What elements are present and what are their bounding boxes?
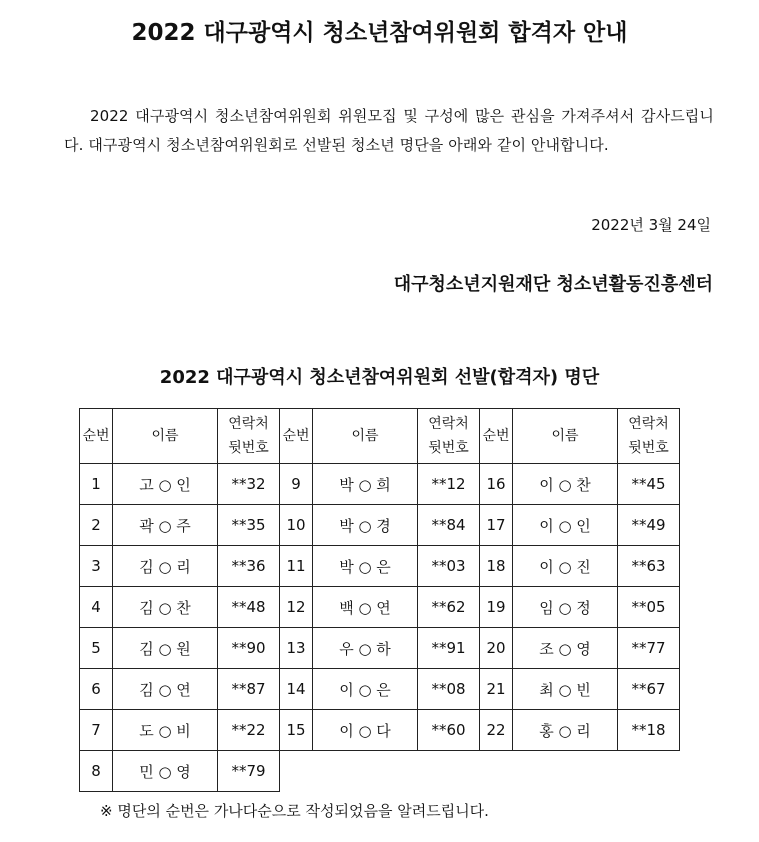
cell-phone: **32: [218, 464, 280, 505]
table-row: [80, 751, 680, 792]
cell-name: 김 ○ 리: [113, 546, 218, 587]
cell-name: 조 ○ 영: [513, 628, 618, 669]
cell-num: 7: [80, 710, 113, 751]
header-name: 이름: [113, 409, 218, 464]
cell-phone: **48: [218, 587, 280, 628]
list-title: 2022 대구광역시 청소년참여위원회 선발(합격자) 명단: [159, 367, 600, 388]
cell-phone: **67: [618, 669, 680, 710]
cell-name: 김 ○ 연: [113, 669, 218, 710]
cell-num: 6: [80, 669, 113, 710]
intro-paragraph: 2022 대구광역시 청소년참여위원회 위원모집 및 구성에 많은 관심을 가져주셔서 감사드립니다. 대구광역시 청소년참여위원회로 선발된 청소년 명단을 아래와 같이 안내합니다.: [64, 107, 714, 154]
cell-phone: **60: [418, 710, 480, 751]
cell-phone: **45: [618, 464, 680, 505]
cell-phone: **87: [218, 669, 280, 710]
header-phone-line2: 뒷번호: [628, 440, 669, 456]
cell-name: 박 ○ 은: [313, 546, 418, 587]
cell-num: 22: [480, 710, 513, 751]
footnote: ※ 명단의 순번은 가나다순으로 작성되었음을 알려드립니다.: [100, 802, 489, 820]
cell-num: 2: [80, 505, 113, 546]
cell-phone: **77: [618, 628, 680, 669]
cell-num: 21: [480, 669, 513, 710]
cell-phone: **90: [218, 628, 280, 669]
cell-num: 8: [80, 751, 113, 792]
header-num: 순번: [480, 409, 513, 464]
header-name: 이름: [313, 409, 418, 464]
table-row: [80, 505, 680, 546]
table-row: [80, 587, 680, 628]
cell-phone: **49: [618, 505, 680, 546]
header-phone-line2: 뒷번호: [428, 440, 469, 456]
cell-num: 14: [280, 669, 313, 710]
cell-num: 18: [480, 546, 513, 587]
header-phone-line1: 연락처: [628, 416, 669, 432]
cell-name: 박 ○ 경: [313, 505, 418, 546]
header-num: 순번: [280, 409, 313, 464]
cell-phone: **05: [618, 587, 680, 628]
cell-num: 17: [480, 505, 513, 546]
cell-name: 이 ○ 다: [313, 710, 418, 751]
cell-phone: **84: [418, 505, 480, 546]
page-title: 2022 대구광역시 청소년참여위원회 합격자 안내: [131, 20, 628, 46]
cell-num: 5: [80, 628, 113, 669]
header-phone-line1: 연락처: [428, 416, 469, 432]
cell-name: 김 ○ 원: [113, 628, 218, 669]
cell-name: 곽 ○ 주: [113, 505, 218, 546]
cell-name: 김 ○ 찬: [113, 587, 218, 628]
header-phone: [618, 409, 680, 464]
cell-name: 이 ○ 찬: [513, 464, 618, 505]
cell-num: 15: [280, 710, 313, 751]
cell-phone: **12: [418, 464, 480, 505]
cell-name: 최 ○ 빈: [513, 669, 618, 710]
cell-name: 이 ○ 은: [313, 669, 418, 710]
cell-phone: **03: [418, 546, 480, 587]
cell-name: 고 ○ 인: [113, 464, 218, 505]
cell-name: 홍 ○ 리: [513, 710, 618, 751]
cell-phone: **91: [418, 628, 480, 669]
header-phone-line1: 연락처: [228, 416, 269, 432]
announcement-date: 2022년 3월 24일: [591, 216, 711, 234]
cell-num: 10: [280, 505, 313, 546]
cell-phone: **35: [218, 505, 280, 546]
cell-num: 16: [480, 464, 513, 505]
roster-table: [79, 408, 680, 792]
cell-phone: **08: [418, 669, 480, 710]
cell-num: 9: [280, 464, 313, 505]
cell-name: 이 ○ 진: [513, 546, 618, 587]
cell-num: 19: [480, 587, 513, 628]
cell-num: 11: [280, 546, 313, 587]
cell-name: 민 ○ 영: [113, 751, 218, 792]
cell-phone: **22: [218, 710, 280, 751]
organization-name: 대구청소년지원재단 청소년활동진흥센터: [393, 274, 713, 295]
table-row: [80, 669, 680, 710]
table-row: [80, 710, 680, 751]
cell-phone: **79: [218, 751, 280, 792]
table-header-row: [80, 409, 680, 464]
cell-phone: **18: [618, 710, 680, 751]
cell-name: 임 ○ 정: [513, 587, 618, 628]
cell-name: 박 ○ 희: [313, 464, 418, 505]
cell-num: 12: [280, 587, 313, 628]
cell-phone: **63: [618, 546, 680, 587]
cell-phone: **62: [418, 587, 480, 628]
cell-num: 4: [80, 587, 113, 628]
header-phone-line2: 뒷번호: [228, 440, 269, 456]
cell-name: 우 ○ 하: [313, 628, 418, 669]
cell-num: 13: [280, 628, 313, 669]
header-name: 이름: [513, 409, 618, 464]
empty-cell: [280, 751, 680, 792]
cell-num: 1: [80, 464, 113, 505]
header-num: 순번: [80, 409, 113, 464]
cell-num: 20: [480, 628, 513, 669]
cell-name: 이 ○ 인: [513, 505, 618, 546]
header-phone: [218, 409, 280, 464]
header-phone: [418, 409, 480, 464]
cell-name: 도 ○ 비: [113, 710, 218, 751]
table-row: [80, 546, 680, 587]
table-row: [80, 628, 680, 669]
cell-name: 백 ○ 연: [313, 587, 418, 628]
cell-num: 3: [80, 546, 113, 587]
table-row: [80, 464, 680, 505]
cell-phone: **36: [218, 546, 280, 587]
